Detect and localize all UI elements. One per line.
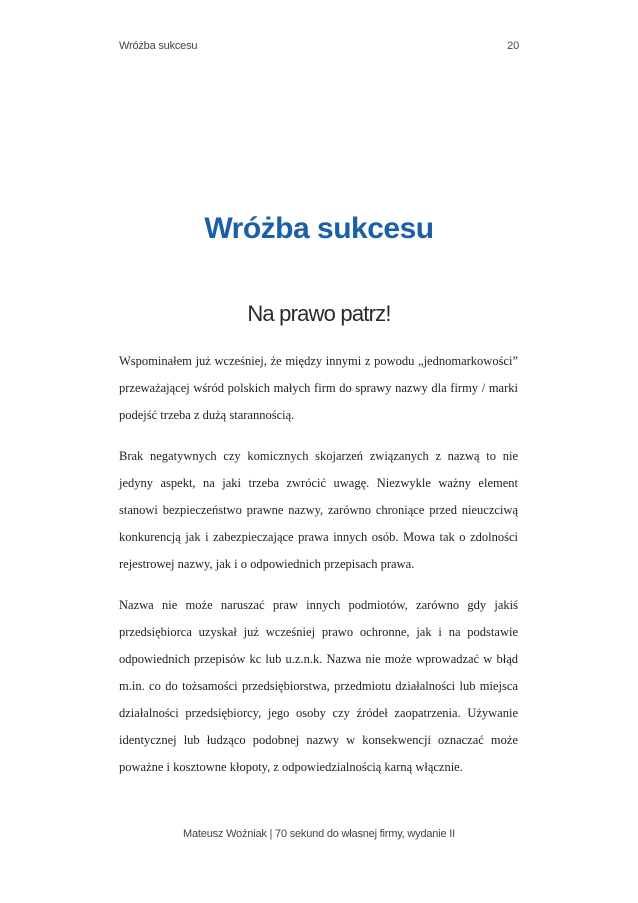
page-number: 20: [507, 40, 519, 52]
chapter-title: Wróżba sukcesu: [204, 212, 434, 245]
paragraph: Wspominałem już wcześniej, że między innymi z powodu „jednomarkowości” przeważającej wśród polskich małych firm do sprawy nazwy dla firmy / marki podejść trzeba z dużą starannością.: [119, 354, 518, 422]
running-footer: Mateusz Woźniak | 70 sekund do własnej firmy, wydanie II: [183, 828, 455, 840]
paragraph: Brak negatywnych czy komicznych skojarzeń związanych z nazwą to nie jedyny aspekt, na jaki trzeba zwrócić uwagę. Niezwykle ważny element stanowi bezpieczeństwo prawne nazwy, zarówno chroniące przed nieuczciwą konkurencją jak i zabezpieczające prawa innych osób. Mowa tak o zdolności rejestrowej nazwy, jak i o odpowiednich przepisach prawa.: [119, 449, 518, 571]
body-text: [119, 348, 518, 795]
running-header: [119, 40, 519, 52]
section-subtitle: Na prawo patrz!: [247, 301, 391, 326]
paragraph: Nazwa nie może naruszać praw innych podmiotów, zarówno gdy jakiś przedsiębiorca uzyskał już wcześniej prawo ochronne, jak i na podstawie odpowiednich przepisów kc lub u.z.n.k. Nazwa nie może wprowadzać w błąd m.in. co do tożsamości przedsiębiorstwa, przedmiotu działalności lub miejsca działalności przedsiębiorcy, jego osoby czy źródeł zaopatrzenia. Używanie identycznej lub łudząco podobnej nazwy w konsekwencji oznaczać może poważne i kosztowne kłopoty, z odpowiedzialnością karną włącznie.: [119, 598, 518, 774]
running-title: Wróżba sukcesu: [119, 40, 198, 52]
